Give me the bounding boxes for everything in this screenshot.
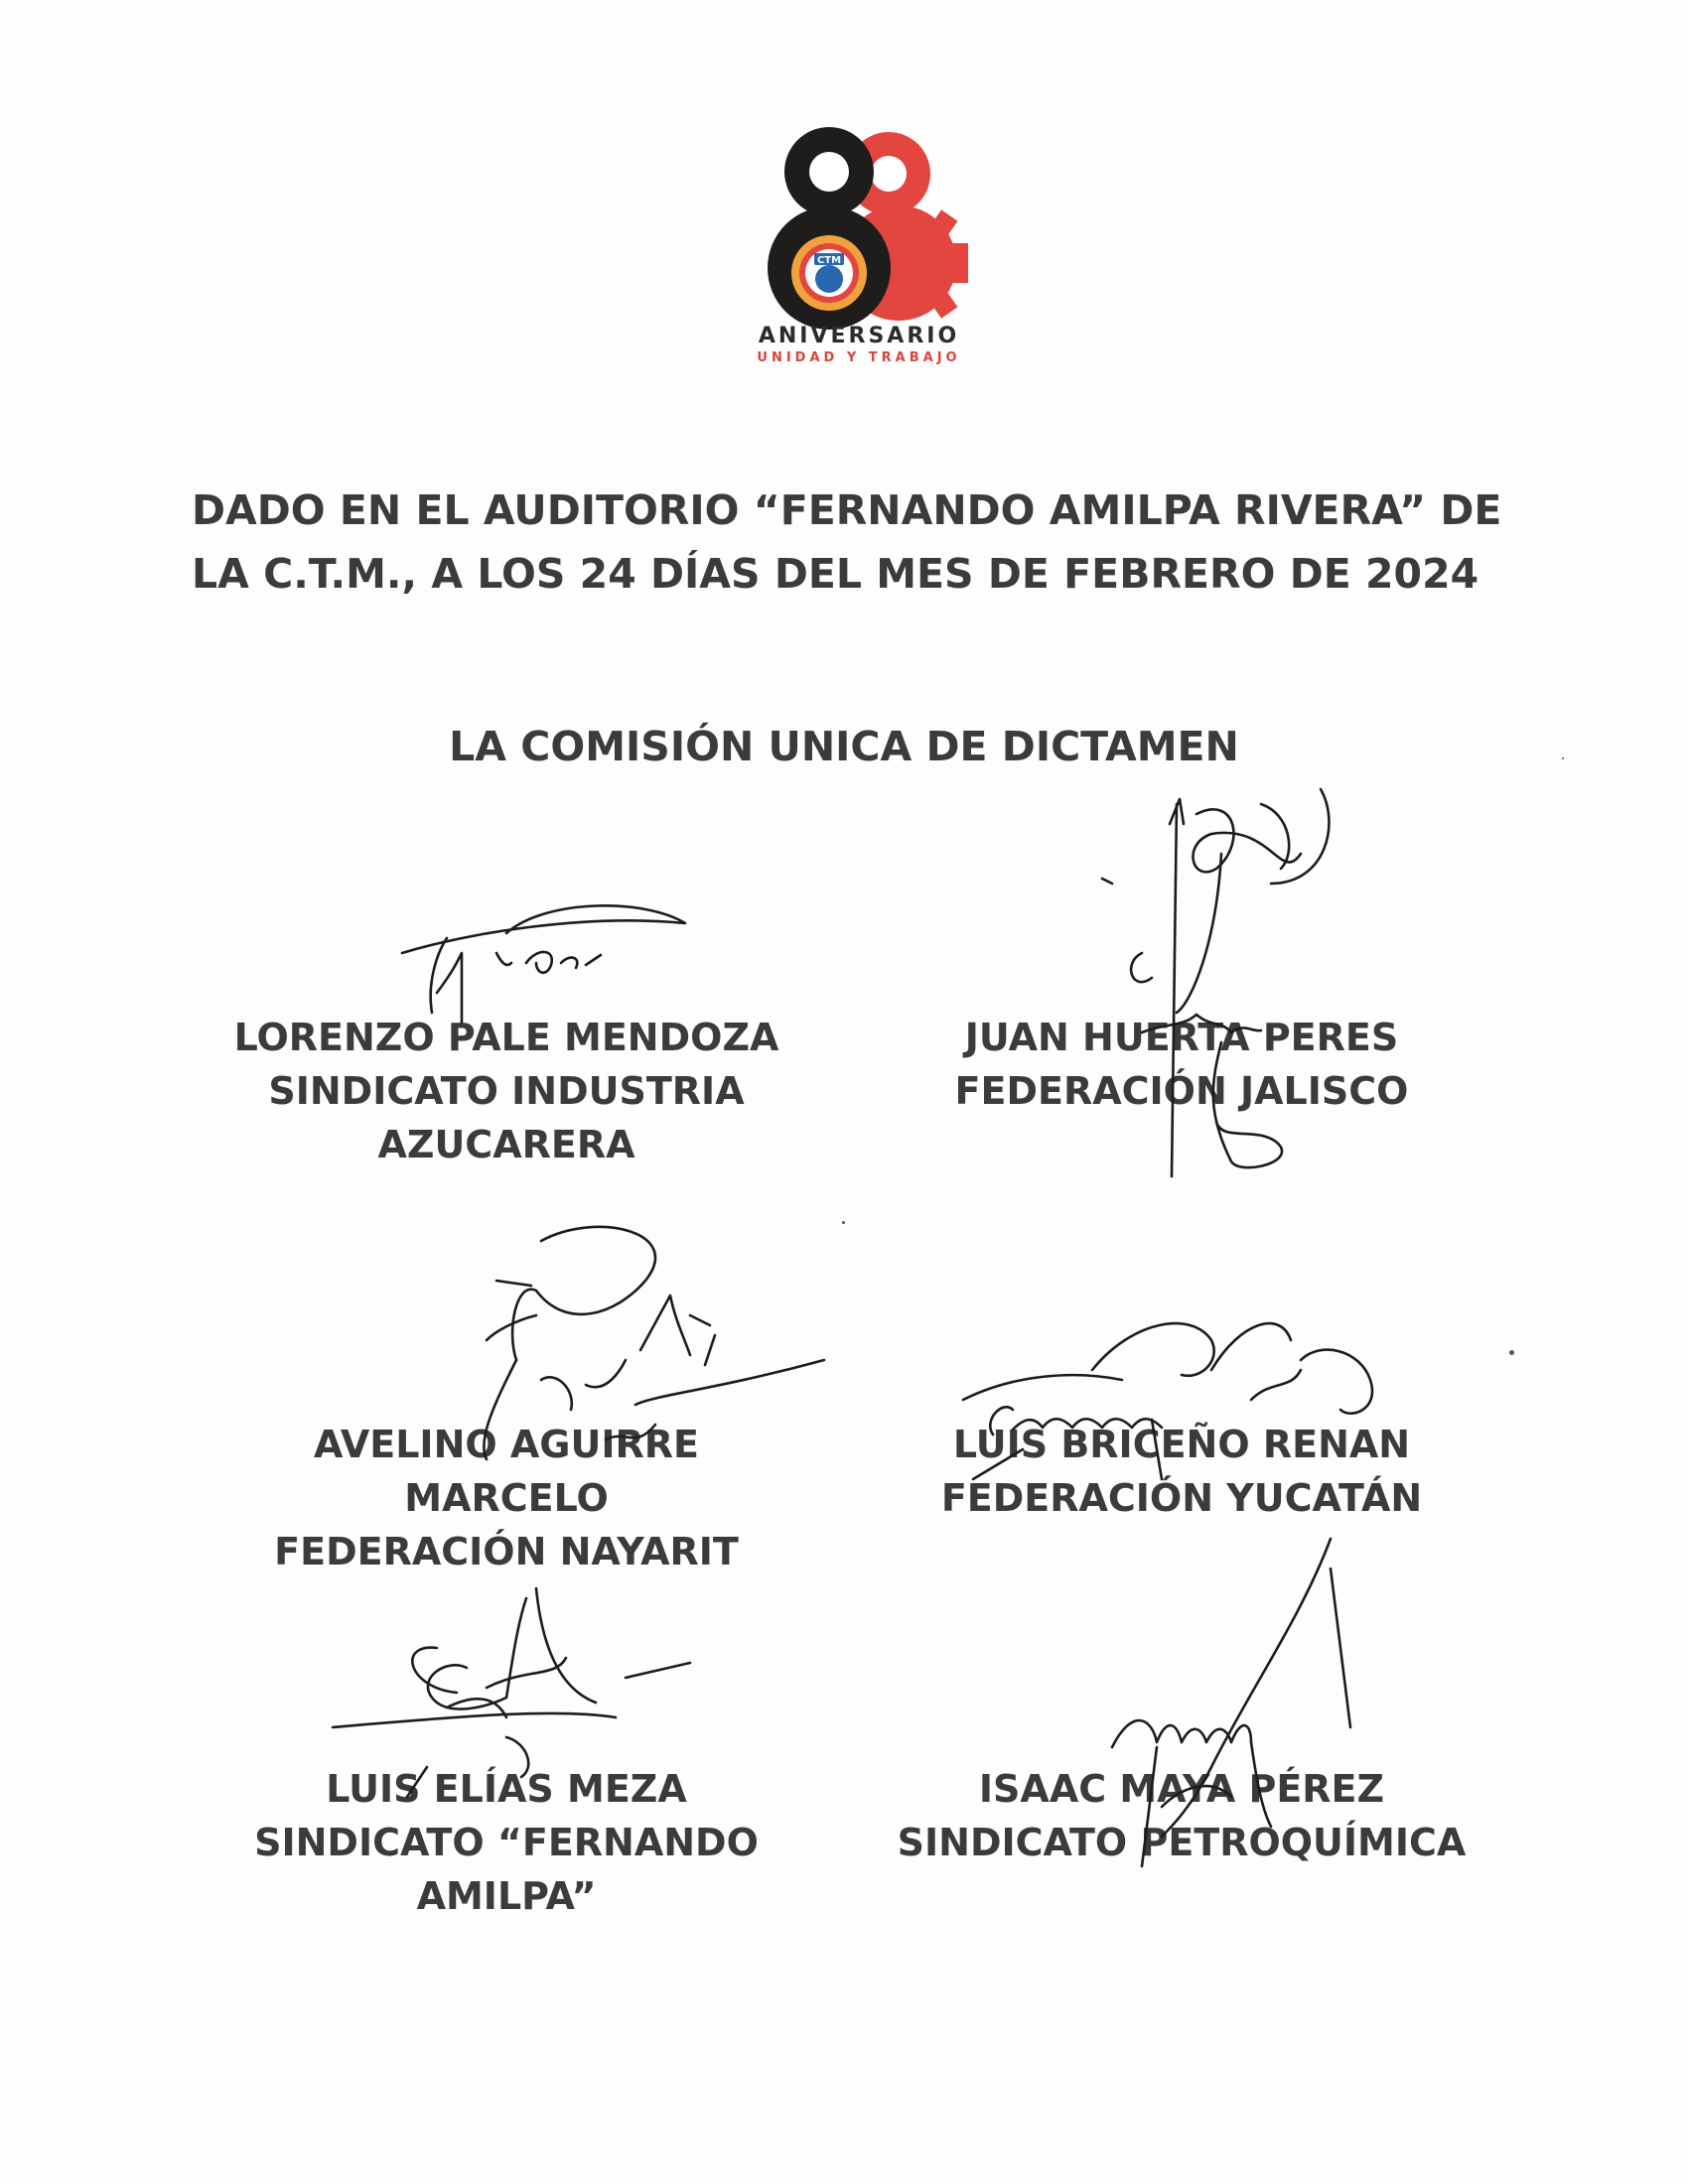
heading-line-2: LA C.T.M., A LOS 24 DÍAS DEL MES DE FEBRERO DE 2024 <box>192 550 1479 598</box>
signatory-block-lorenzo <box>199 1011 814 1171</box>
signatory-name: JUAN HUERTA PERES <box>964 1016 1399 1059</box>
signatory-block-avelino <box>199 1418 814 1578</box>
signatory-org: FEDERACIÓN JALISCO <box>954 1069 1409 1113</box>
signatory-block-juan <box>874 1011 1489 1118</box>
signatory-block-luis-briceno <box>874 1418 1489 1525</box>
signatory-name: LUIS BRICEÑO RENAN <box>952 1423 1411 1466</box>
emblem-text: CTM <box>816 255 842 266</box>
signatory-org: SINDICATO INDUSTRIA <box>268 1069 745 1113</box>
signatory-org: FEDERACIÓN NAYARIT <box>274 1530 739 1573</box>
scan-speck <box>842 1221 845 1224</box>
signatory-name: AVELINO AGUIRRE <box>314 1423 699 1466</box>
heading-line-1: DADO EN EL AUDITORIO “FERNANDO AMILPA RIVERA” DE <box>192 486 1502 534</box>
signature-juan <box>1072 784 1390 1191</box>
logo-title: ANIVERSARIO <box>758 324 960 348</box>
ctm-emblem <box>791 235 867 311</box>
signatory-name: ISAAC MAYA PÉREZ <box>978 1767 1385 1811</box>
commission-title: LA COMISIÓN UNICA DE DICTAMEN <box>449 723 1239 770</box>
signatory-block-isaac <box>874 1762 1489 1869</box>
signatory-name: LORENZO PALE MENDOZA <box>233 1016 779 1059</box>
heading-text <box>192 478 1562 606</box>
signatory-org: SINDICATO PETROQUÍMICA <box>897 1821 1467 1864</box>
signatory-org: AZUCARERA <box>377 1123 635 1166</box>
signatory-block-luis-elias <box>199 1762 814 1923</box>
signatory-org: AMILPA” <box>416 1874 597 1918</box>
signatory-org: FEDERACIÓN YUCATÁN <box>940 1476 1423 1520</box>
scan-speck <box>1562 757 1564 759</box>
signatory-name: MARCELO <box>404 1476 609 1520</box>
logo-subtitle: UNIDAD Y TRABAJO <box>757 350 961 365</box>
signatory-name: LUIS ELÍAS MEZA <box>326 1767 687 1811</box>
scan-speck <box>1509 1350 1514 1355</box>
signatory-org: SINDICATO “FERNANDO <box>254 1821 759 1864</box>
